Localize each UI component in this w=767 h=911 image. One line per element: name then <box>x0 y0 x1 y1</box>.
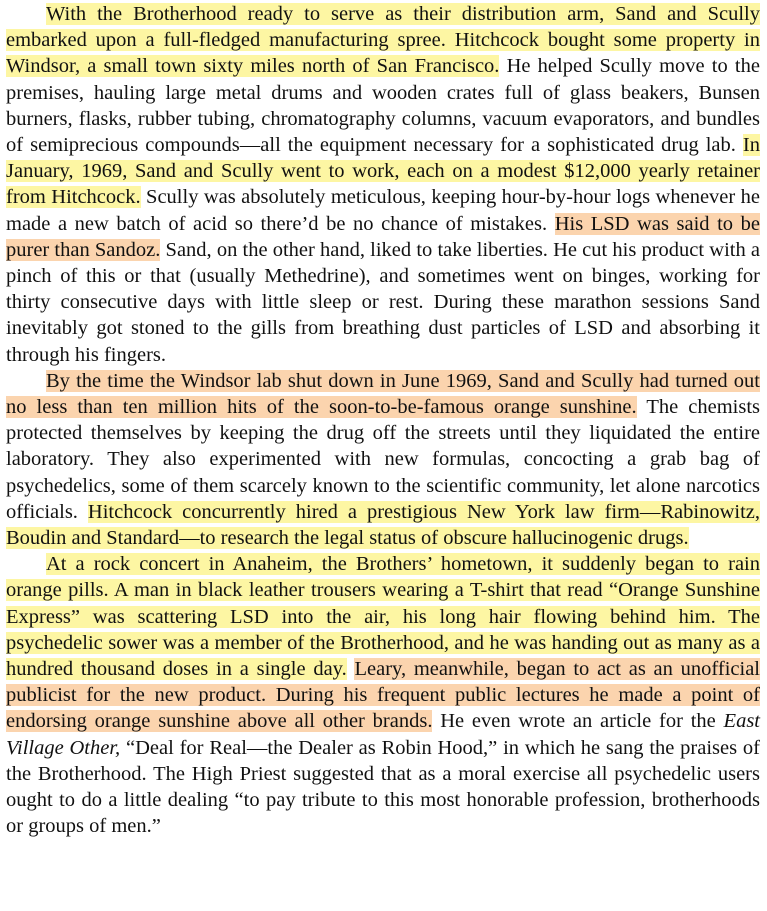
body-text: The chemists protected themselves by keeping the drug off the streets until they liquidated the entire laboratory. They also experimented with new formulas, concocting a grab bag of psychedelics, some of them scarcely known to the scientific community, let alone narcotics officials. <box>6 396 760 523</box>
highlighted-text: In January, 1969, Sand and Scully went to work, each on a modest $12,000 yearly retainer from Hitchcock. <box>6 134 760 209</box>
paragraph <box>6 368 760 551</box>
body-text: “Deal for Real—the Dealer as Robin Hood,” in which he sang the praises of the Brotherhood. The High Priest suggested that as a moral exercise all psychedelic users ought to do a little dealing “to pay tribute to this most honorable profession, brotherhoods or groups of men.” <box>6 736 760 838</box>
paragraph <box>6 551 760 839</box>
body-text: Scully was absolutely meticulous, keeping hour-by-hour logs whenever he made a new batch of acid so there’d be no chance of mistakes. <box>6 186 761 235</box>
body-text: He helped Scully move to the premises, hauling large metal drums and wooden crates full of glass beakers, Bunsen burners, flasks, rubber tubing, chromatography columns, vacuum evaporators, and bundles of semiprecious compounds—all the equipment necessary for a sophisticated drug lab. <box>6 55 760 157</box>
highlighted-text: With the Brotherhood ready to serve as their distribution arm, Sand and Scully embarked upon a full-fledged manufacturing spree. Hitchcock bought some property in Windsor, a small town sixty miles north of San Francisco. <box>6 3 760 78</box>
publication-title: East Village Other, <box>6 710 760 759</box>
paragraph <box>6 0 760 368</box>
body-text: Sand, on the other hand, liked to take liberties. He cut his product with a pinch of this or that (usually Methedrine), and sometimes went on binges, working for thirty consecutive days with little sleep or rest. During these marathon sessions Sand inevitably got stoned to the gills from breathing dust particles of LSD and absorbing it through his fingers. <box>6 238 760 366</box>
highlighted-text: His LSD was said to be purer than Sandoz. <box>6 212 760 261</box>
highlighted-text: By the time the Windsor lab shut down in June 1969, Sand and Scully had turned out no less than ten million hits of the soon-to-be-famous orange sunshine. <box>6 369 760 419</box>
highlighted-text: At a rock concert in Anaheim, the Brothers’ hometown, it suddenly began to rain orange pills. A man in black leather trousers wearing a T-shirt that read “Orange Sunshine Express” was scattering LSD into the air, his long hair flowing behind him. The psychedelic sower was a member of the Brotherhood, and he was handing out as many as a hundred thousand doses in a single day. <box>6 553 760 681</box>
highlighted-text: Hitchcock concurrently hired a prestigious New York law firm—Rabinowitz, Boudin and Standard—to research the legal status of obscure hallucinogenic drugs. <box>6 500 760 550</box>
highlighted-text: Leary, meanwhile, began to act as an unofficial publicist for the new product. During his frequent public lectures he made a point of endorsing orange sunshine above all other brands. <box>6 658 760 733</box>
body-text: He even wrote an article for the <box>432 710 724 733</box>
